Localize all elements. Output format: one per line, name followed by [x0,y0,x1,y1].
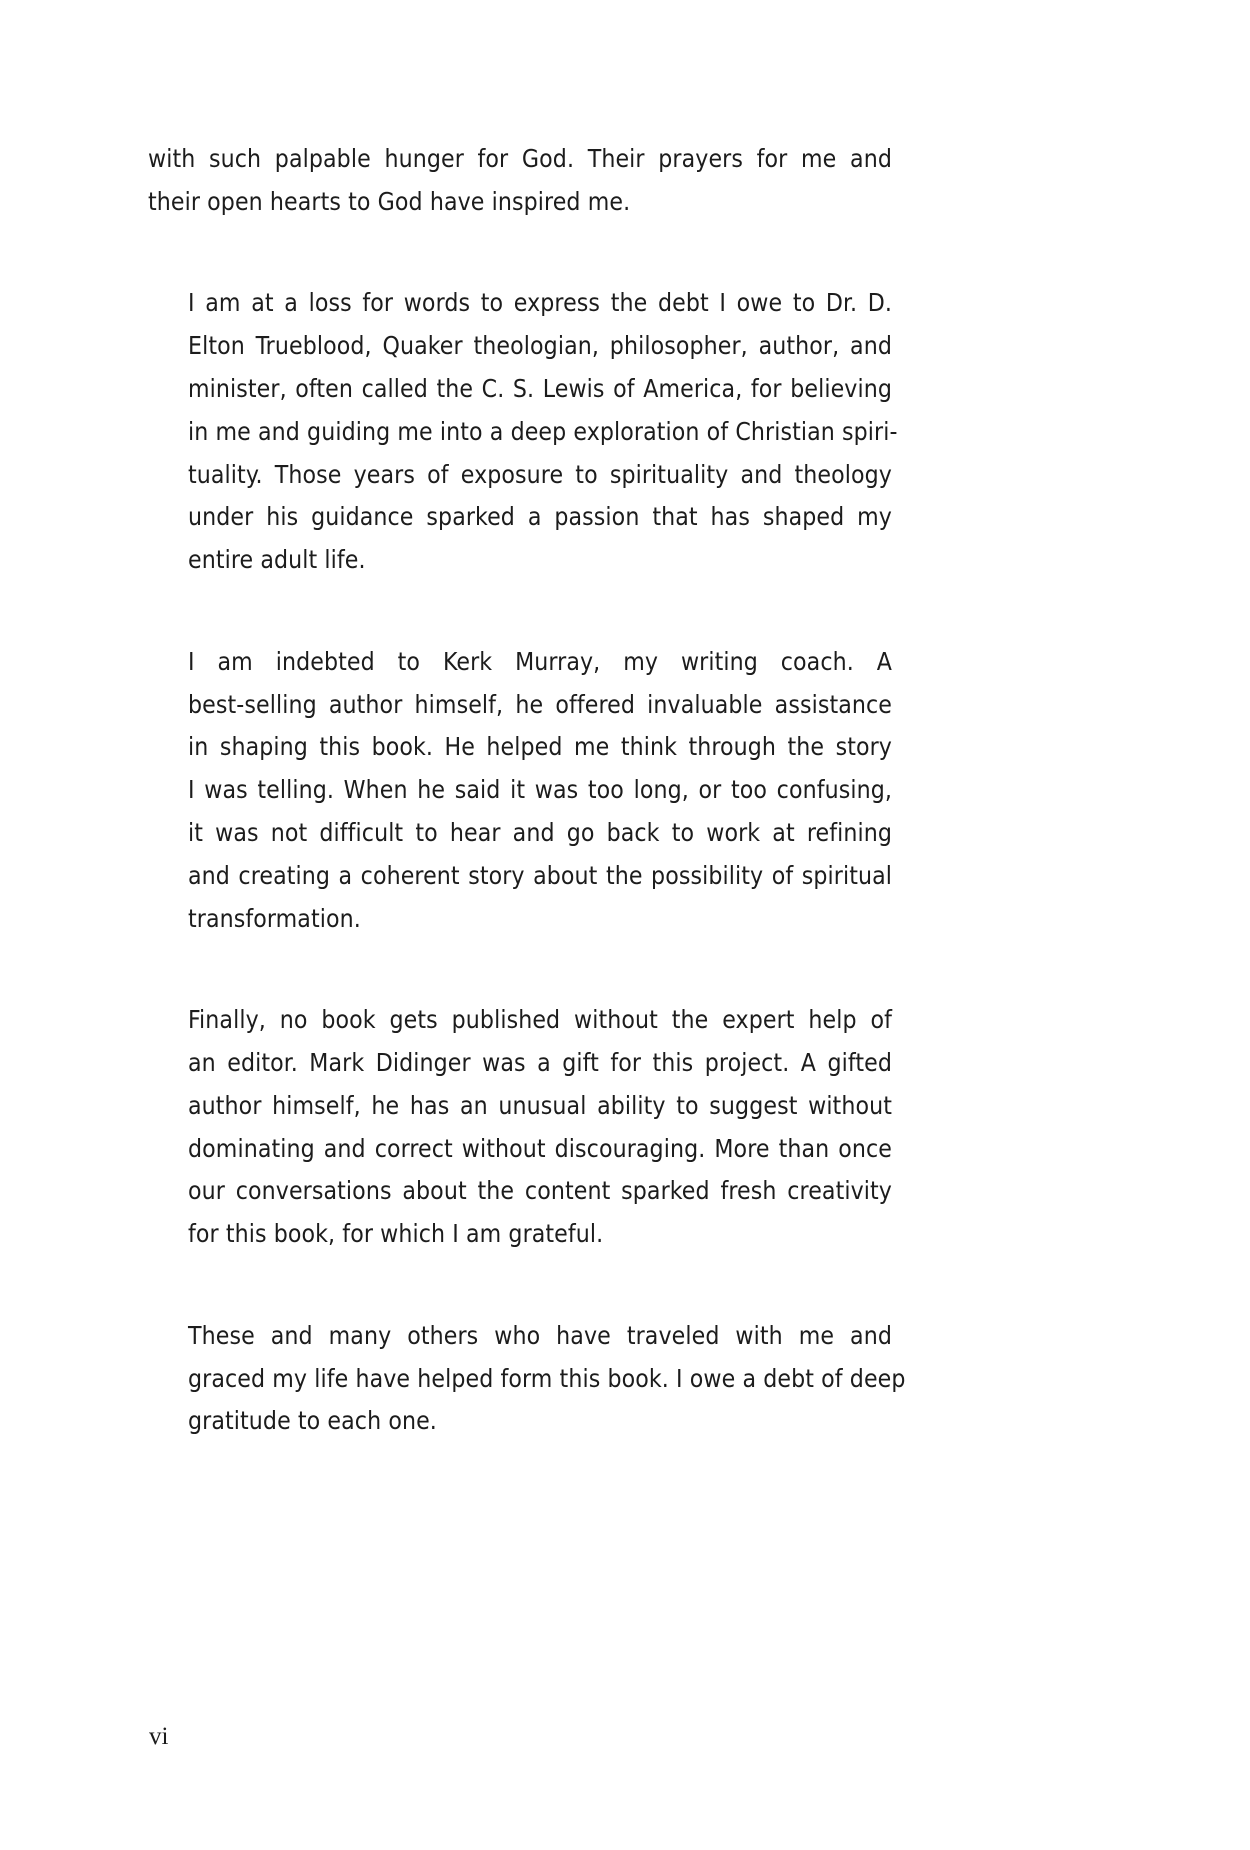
text-line: their open hearts to God have inspired me. [148,186,631,216]
paragraph-3 [148,641,892,983]
text-line: in me and guiding me into a deep exploration of Christian spiri- [188,416,898,446]
text-line: our conversations about the content sparked fresh creativity [188,1176,892,1206]
text-line: transformation. [188,903,361,933]
text-line: it was not difficult to hear and go back to work at refining [188,817,892,847]
text-line: Finally, no book gets published without the expert help of [188,1005,892,1035]
text-line: I am at a loss for words to express the debt I owe to Dr. D. [188,288,892,318]
text-line: gratitude to each one. [188,1406,437,1436]
text-line: under his guidance sparked a passion that has shaped my [188,502,892,532]
text-line: Elton Trueblood, Quaker theologian, philosopher, author, and [188,331,892,361]
paragraph-5 [148,1315,906,1486]
text-line: author himself, he has an unusual ability to suggest without [188,1090,892,1120]
text-line: graced my life have helped form this book. I owe a debt of deep [188,1363,906,1393]
paragraph-2 [148,282,898,624]
text-line: tuality. Those years of exposure to spirituality and theology [188,459,892,489]
paragraph-4 [148,999,892,1299]
page-text-body [148,138,906,1486]
text-line: minister, often called the C. S. Lewis of America, for believing [188,373,892,403]
text-line: and creating a coherent story about the possibility of spiritual [188,860,892,890]
text-line: best-selling author himself, he offered invaluable assistance [188,689,892,719]
text-line: an editor. Mark Didinger was a gift for this project. A gifted [188,1047,892,1077]
text-line: in shaping this book. He helped me think through the story [188,732,892,762]
text-line: for this book, for which I am grateful. [188,1219,604,1249]
text-line: entire adult life. [188,545,366,575]
text-line: dominating and correct without discouraging. More than once [188,1133,892,1163]
page-number: vi [149,1723,169,1750]
text-line: I was telling. When he said it was too long, or too confusing, [188,775,892,805]
text-line: with such palpable hunger for God. Their prayers for me and [148,144,892,173]
paragraph-1 [148,138,892,266]
text-line: These and many others who have traveled with me and [188,1320,892,1350]
text-line: I am indebted to Kerk Murray, my writing coach. A [188,646,892,676]
